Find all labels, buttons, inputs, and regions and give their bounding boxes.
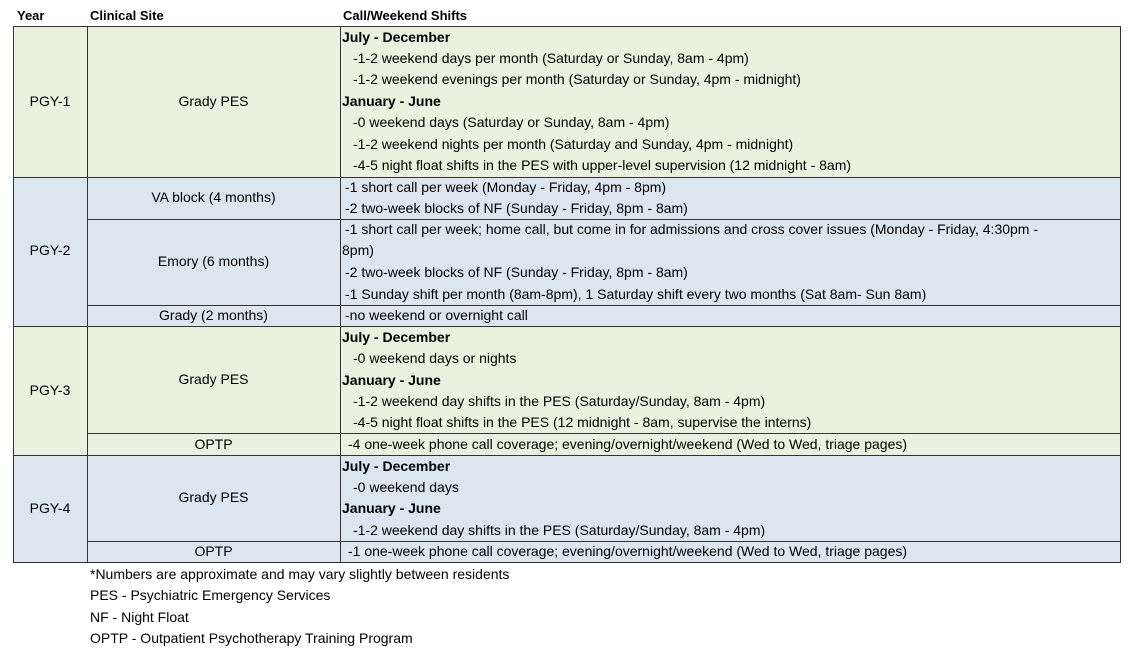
footnote-optp: OPTP - Outpatient Psychotherapy Training Program [90, 630, 413, 646]
shift-line: -2 two-week blocks of NF (Sunday - Friday, 8pm - 8am) [345, 200, 688, 216]
site-va-block: VA block (4 months) [151, 189, 276, 205]
site-grady-2-months: Grady (2 months) [159, 307, 268, 323]
site-pgy1-grady-pes: Grady PES [178, 93, 249, 109]
shift-line: -4-5 night float shifts in the PES (12 midnight - 8am, supervise the interns) [353, 414, 812, 430]
schedule-table [13, 26, 1121, 563]
site-pgy3-optp: OPTP [194, 436, 233, 452]
shift-line: -0 weekend days (Saturday or Sunday, 8am - 4pm) [353, 114, 670, 130]
header-call-weekend-shifts: Call/Weekend Shifts [343, 8, 468, 23]
header-year: Year [17, 8, 45, 23]
site-emory: Emory (6 months) [157, 253, 270, 269]
site-pgy4-optp: OPTP [194, 543, 233, 559]
shift-heading: July - December [342, 29, 451, 45]
col-divider-2 [340, 26, 341, 563]
shift-heading: July - December [342, 458, 451, 474]
site-pgy4-grady-pes: Grady PES [178, 489, 249, 505]
shift-line: -1-2 weekend day shifts in the PES (Saturday/Sunday, 8am - 4pm) [353, 393, 766, 409]
shift-line: -1-2 weekend days per month (Saturday or Sunday, 8am - 4pm) [353, 50, 749, 66]
year-pgy4: PGY-4 [29, 500, 71, 516]
footnote-nf: NF - Night Float [90, 609, 189, 625]
shift-line: -1-2 weekend evenings per month (Saturday or Sunday, 4pm - midnight) [353, 71, 801, 87]
header-clinical-site: Clinical Site [90, 8, 164, 23]
footnote-approximate: *Numbers are approximate and may vary slightly between residents [90, 566, 510, 582]
border-right [1120, 26, 1121, 563]
shift-line: -4 one-week phone call coverage; evening/overnight/weekend (Wed to Wed, triage pages) [348, 436, 908, 452]
year-pgy2: PGY-2 [29, 242, 71, 258]
site-pgy3-grady-pes: Grady PES [178, 371, 249, 387]
shift-heading: January - June [342, 93, 441, 109]
footnote-pes: PES - Psychiatric Emergency Services [90, 587, 331, 603]
shift-heading: July - December [342, 329, 451, 345]
shift-heading: January - June [342, 372, 441, 388]
shift-line: 8pm) [342, 242, 374, 258]
shift-line: -4-5 night float shifts in the PES with upper-level supervision (12 midnight - 8am) [353, 157, 852, 173]
shift-line: -2 two-week blocks of NF (Sunday - Friday, 8pm - 8am) [345, 264, 688, 280]
year-pgy3: PGY-3 [29, 382, 71, 398]
year-pgy1: PGY-1 [29, 93, 71, 109]
shift-line: -0 weekend days [353, 479, 459, 495]
shift-line: -1 short call per week (Monday - Friday, 4pm - 8pm) [345, 179, 667, 195]
shift-line: -1 Sunday shift per month (8am-8pm), 1 Saturday shift every two months (Sat 8am- Sun 8am) [345, 286, 927, 302]
border-top [13, 26, 1121, 27]
shift-heading: January - June [342, 500, 441, 516]
shift-line: -0 weekend days or nights [353, 350, 517, 366]
shift-line: -no weekend or overnight call [345, 307, 528, 323]
shift-line: -1-2 weekend nights per month (Saturday and Sunday, 4pm - midnight) [353, 136, 794, 152]
shift-line: -1-2 weekend day shifts in the PES (Saturday/Sunday, 8am - 4pm) [353, 522, 766, 538]
shift-line: -1 one-week phone call coverage; evening/overnight/weekend (Wed to Wed, triage pages) [348, 543, 908, 559]
shift-line: -1 short call per week; home call, but come in for admissions and cross cover issues (Monday - Friday, 4:30pm - [345, 221, 1039, 237]
